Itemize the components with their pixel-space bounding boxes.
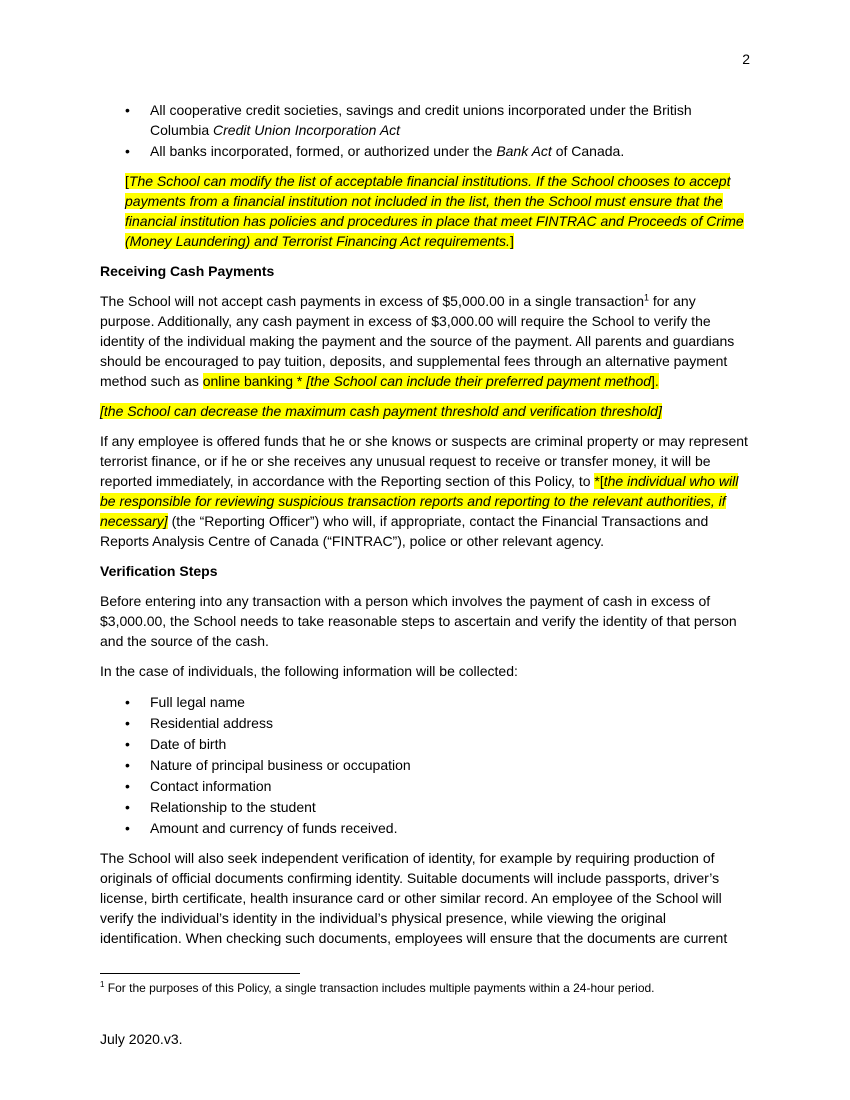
list-item: • All banks incorporated, formed, or authorized under the Bank Act of Canada. [100,141,750,161]
institution-list [100,100,750,161]
list-item: • Contact information [100,776,750,796]
list-item: • Nature of principal business or occupation [100,755,750,775]
threshold-drafting-note: [the School can decrease the maximum cash payment threshold and verification threshold] [100,403,662,419]
list-item: • Amount and currency of funds received. [100,818,750,838]
list-item: • All cooperative credit societies, savings and credit unions incorporated under the British Columbia Credit Union Incorporation Act [100,100,750,140]
footnote: $^1$ For the purposes of this Policy, a single transaction includes multiple payments within a 24-hour period. [100,980,655,995]
identity-verification-paragraph: The School will also seek independent verification of identity, for example by requiring production of originals of official documents confirming identity. Suitable documents will include passports, driver’s license, birth certificate, health insurance card or other similar record. An employee of the School will verify the individual’s identity in the individual’s physical presence, while viewing the original identification. When checking such documents, employees will ensure that the documents are current [100,850,728,946]
footnote-separator [100,973,300,974]
list-item: • Relationship to the student [100,797,750,817]
highlighted-note: [The School can modify the list of acceptable financial institutions. If the School chooses to accept payments from a financial institution not included in the list, then the School must ensure that the financial institution has policies and procedures in place that meet FINTRAC and Proceeds of Crime (Money Laundering) and Terrorist Financing Act requirements.] [125,173,744,249]
institutions-drafting-note [125,171,750,251]
list-item: • Full legal name [100,692,750,712]
section-heading-cash: Receiving Cash Payments [100,263,275,279]
cash-paragraph: The School will not accept cash payments in excess of $5,000.00 in a single transaction$^1$ for any purpose. Additionally, any cash payment in excess of $3,000.00 will require the School to verify the identity of the individual making the payment and the source of the payment. All parents and guardians should be encouraged to pay tuition, deposits, and supplemental fees through an alternative payment method such as online banking * [the School can include their preferred payment method]. [100,292,735,389]
collected-info-list [100,692,750,838]
section-heading-verification: Verification Steps [100,563,218,579]
page-footer: July 2020.v3. [100,1031,183,1047]
footnote-ref: 1 [643,292,649,303]
list-item: • Date of birth [100,734,750,754]
page-body [100,100,750,948]
verification-paragraph: Before entering into any transaction with a person which involves the payment of cash in excess of $3,000.00, the School needs to take reasonable steps to ascertain and verify the identity of that person and the source of the cash. [100,593,737,649]
reporting-officer-highlight: *[the individual who will be responsible for reviewing suspicious transaction reports and reporting to the relevant authorities, if necessary] [100,473,739,529]
payment-method-highlight: online banking * [the School can include their preferred payment method]. [202,373,659,389]
collected-info-intro: In the case of individuals, the following information will be collected: [100,663,518,679]
page-number: 2 [742,51,750,67]
reporting-paragraph: If any employee is offered funds that he or she knows or suspects are criminal property or may represent terrorist finance, or if he or she receives any unusual request to receive or transfer money, it will be reported immediately, in accordance with the Reporting section of this Policy, to *[the individual who will be responsible for reviewing suspicious transaction reports and reporting to the relevant authorities, if necessary] (the “Reporting Officer”) who will, if appropriate, contact the Financial Transactions and Reports Analysis Centre of Canada (“FINTRAC”), police or other relevant agency. [100,433,748,549]
list-item: • Residential address [100,713,750,733]
